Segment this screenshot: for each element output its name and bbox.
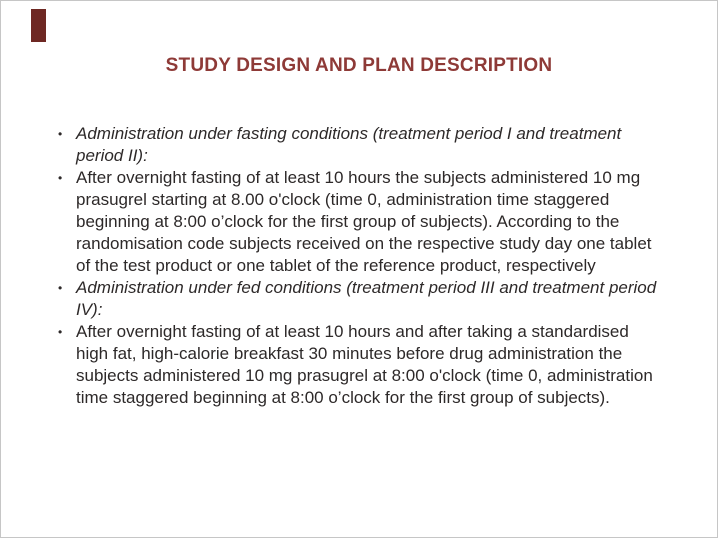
slide-title: STUDY DESIGN AND PLAN DESCRIPTION bbox=[165, 55, 553, 76]
accent-bar bbox=[31, 9, 46, 42]
bullet-icon: • bbox=[58, 325, 63, 339]
bullet-item bbox=[58, 321, 658, 409]
bullet-text: Administration under fasting conditions (treatment period I and treatment period II): bbox=[76, 124, 622, 165]
bullet-icon: • bbox=[58, 127, 63, 141]
bullet-item bbox=[58, 277, 658, 321]
bullet-icon: • bbox=[58, 281, 63, 295]
bullet-text: After overnight fasting of at least 10 hours and after taking a standardised high fat, high-calorie breakfast 30 minutes before drug administration the subjects administered 10 mg prasugrel at 8:00 o'clock (time 0, administration time staggered beginning at 8:00 o’clock for the first group of subjects). bbox=[76, 322, 653, 407]
bullet-text: Administration under fed conditions (treatment period III and treatment period IV): bbox=[76, 278, 657, 319]
bullet-item bbox=[58, 167, 658, 277]
bullet-list bbox=[58, 123, 658, 409]
bullet-icon: • bbox=[58, 171, 63, 185]
bullet-item bbox=[58, 123, 658, 167]
bullet-text: After overnight fasting of at least 10 hours the subjects administered 10 mg prasugrel starting at 8.00 o'clock (time 0, administration time staggered beginning at 8:00 o’clock for the first group of subjects). According to the randomisation code subjects received on the respective study day one tablet of the test product or one tablet of the reference product, respectively bbox=[76, 168, 652, 275]
